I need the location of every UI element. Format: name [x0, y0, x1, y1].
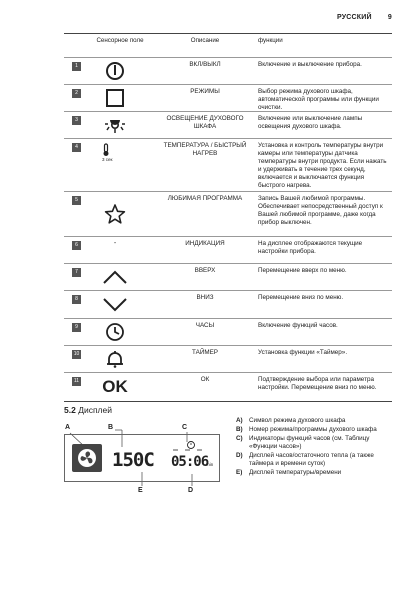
- legend-letter: E): [236, 469, 243, 476]
- row-function: Включение или выключение лампы освещения духового шкафа.: [258, 115, 363, 130]
- row-description: ОСВЕЩЕНИЕ ДУХОВОГО ШКАФА: [166, 115, 244, 130]
- hold-duration-label: 3 сек: [102, 157, 113, 162]
- legend-item: [236, 469, 394, 477]
- label-c: C: [182, 424, 188, 431]
- legend-letter: B): [236, 426, 243, 433]
- row-number: 11: [73, 378, 80, 384]
- row-description: ВКЛ/ВЫКЛ: [189, 61, 221, 68]
- row-function: Запись Вашей любимой программы. Обеспечивает непосредственный доступ к Вашей любимой программе, даже когда прибор выключен.: [258, 195, 383, 226]
- row-function: Перемещение вверх по меню.: [258, 267, 347, 274]
- legend-text: Дисплей температуры/времени: [249, 469, 342, 476]
- row-number: 1: [72, 62, 81, 71]
- legend-text: Символ режима духового шкафа: [249, 417, 346, 424]
- legend-text: Номер режима/программы духового шкафа: [249, 426, 377, 433]
- column-header-sensor: Сенсорное поле: [96, 37, 144, 44]
- clock-function-indicators: [171, 439, 215, 451]
- row-description: ОК: [200, 376, 210, 383]
- row-description: ИНДИКАЦИЯ: [185, 240, 225, 247]
- display-legend: [236, 417, 394, 478]
- row-description: ВВЕРХ: [194, 267, 216, 274]
- row-number: 7: [72, 268, 81, 277]
- time-unit: min: [206, 462, 214, 467]
- row-function: Установка и контроль температуры внутри камеры или температуры датчика температуры внутри продукта. Если нажать и удерживать в течение трех секунд, включается и выключается функция быстрого нагрева.: [258, 142, 387, 189]
- section-title: Дисплей: [78, 405, 112, 415]
- page-number: 9: [387, 14, 392, 21]
- legend-text: Дисплей часов/остаточного тепла (а также таймера и времени суток): [249, 452, 374, 467]
- legend-item: [236, 452, 394, 468]
- legend-letter: C): [236, 435, 243, 442]
- legend-item: [236, 417, 394, 425]
- fan-mode-icon: [71, 443, 103, 473]
- oven-display: [64, 434, 220, 482]
- legend-item: [236, 426, 394, 434]
- column-header-description: Описание: [190, 37, 220, 44]
- row-description: РЕЖИМЫ: [190, 88, 220, 95]
- row-number: 6: [72, 241, 81, 250]
- row-description: ТЕМПЕРАТУРА / БЫСТРЫЙ НАГРЕВ: [163, 142, 247, 157]
- temperature-reading: 150C: [112, 449, 154, 471]
- row-number: 10: [73, 351, 80, 357]
- row-number: 8: [72, 295, 81, 304]
- row-function: Подтверждение выбора или параметра настройки. Перемещение вниз по меню.: [258, 376, 377, 391]
- column-header-function: функции: [258, 37, 283, 44]
- label-e: E: [138, 487, 143, 494]
- section-number: 5.2: [64, 405, 76, 415]
- row-description: ЛЮБИМАЯ ПРОГРАММА: [167, 195, 243, 202]
- row-function: Выбор режима духового шкафа, автоматической программы или функции очистки.: [258, 88, 379, 111]
- legend-text: Индикаторы функций часов (см. Таблицу «Функции часов»): [249, 435, 370, 450]
- label-a: A: [65, 424, 71, 431]
- time-reading: 05:06: [171, 454, 209, 470]
- row-function: Включение функций часов.: [258, 322, 338, 329]
- legend-letter: A): [236, 417, 243, 424]
- row-number: 4: [72, 143, 81, 152]
- row-number: 3: [72, 116, 81, 125]
- row-function: На дисплее отображаются текущие настройки прибора.: [258, 240, 363, 255]
- label-d: D: [188, 487, 194, 494]
- row-function: Перемещение вниз по меню.: [258, 294, 344, 301]
- row-description: ЧАСЫ: [195, 322, 215, 329]
- row-function: Включение и выключение прибора.: [258, 61, 362, 68]
- section-name: РУССКИЙ: [336, 14, 372, 21]
- label-b: B: [108, 424, 114, 431]
- ok-symbol: OK: [102, 377, 128, 396]
- dash-symbol: -: [113, 240, 117, 247]
- row-number: 9: [72, 323, 81, 332]
- row-description: ТАЙМЕР: [191, 349, 218, 356]
- row-function: Установка функции «Таймер».: [258, 349, 348, 356]
- row-description: ВНИЗ: [196, 294, 214, 301]
- legend-item: [236, 435, 394, 451]
- row-number: 5: [72, 196, 81, 205]
- legend-letter: D): [236, 452, 243, 459]
- row-number: 2: [72, 89, 81, 98]
